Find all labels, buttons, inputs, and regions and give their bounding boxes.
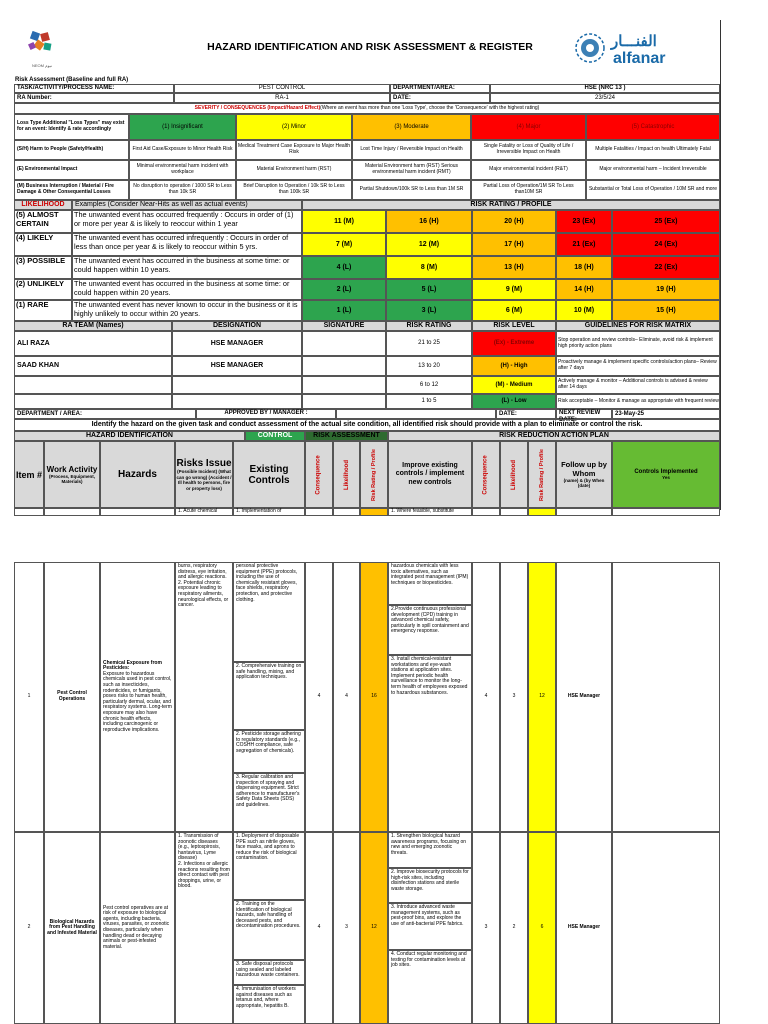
consequence2-label: Consequence [483,454,489,495]
risk-rating-cell: 12 (M) [386,233,472,256]
team-header: RA TEAM (Names) [14,321,172,331]
register-consequence: 4 [305,832,333,1024]
risks-issue-label: Risks Issue [176,458,232,469]
implemented-col [612,441,720,508]
risk-rating-cell: 19 (H) [612,279,720,300]
register-activity: Pest Control Operations [44,562,100,832]
likelihood-row-desc: The unwanted event has occurred in the business at some time: or could happen within 10 years. [72,256,302,279]
page-title: HAZARD IDENTIFICATION AND RISK ASSESSMENT & REGISTER [207,41,533,53]
stub-rr2 [528,508,556,516]
risk-guideline: Proactively manage & implement specific controls/action plans– Review after 7 days [556,356,720,376]
likelihood-row-label: (2) UNLIKELY [14,279,72,300]
implemented-sub: Yes [662,475,670,480]
risk-rating-cell: 22 (Ex) [612,256,720,279]
likelihood-examples: Examples (Consider Near-Hits as well as actual events) [72,200,302,210]
severity-note: (Where an event has more than one 'Loss Type', choose the 'Consequence' with the highest rating) [320,104,540,111]
likelihood-col [333,441,360,508]
register-hazard-text: Exposure to hazardous chemicals used in pest control, such as insecticides, rodenticides, or fumigants, poses risks to human health, particularly dermal, ocular, and respiratory systems. Long-term exposure may also have chronic health effects, including carcinogenic or reproductive implications. [103,670,172,733]
severity-row-label: (S/H) Harm to People (Safety/Health) [14,140,129,160]
register-improve: 1. Strengthen biological hazard awareness programs, focusing on new and emerging zoonotic threats. [388,832,472,868]
risk-rating-cell: 9 (M) [472,279,556,300]
risk-rating-cell: 13 (H) [472,256,556,279]
alfanar-latin: alfanar [613,50,666,67]
stub-lk [333,508,360,516]
risk-guideline: Risk acceptable – Monitor & manage as appropriate with frequent review [556,394,720,409]
likelihood-row-desc: The unwanted event has occurred in the business at some time: or could happen within 20 years. [72,279,302,300]
risk-rating-cell: 8 (M) [386,256,472,279]
register-likelihood: 3 [333,832,360,1024]
team-header: DESIGNATION [172,321,302,331]
risk-rating-cell: 3 (L) [386,300,472,321]
register-implemented [612,562,720,832]
likelihood2-col [500,441,528,508]
register-likelihood: 4 [333,562,360,832]
consequence-col [305,441,333,508]
stub-risk: 1. Acute chemical [175,508,233,516]
register-hazard-title: Chemical Exposure from Pesticides: [103,659,162,672]
likelihood-row-label: (5) ALMOST CERTAIN [14,210,72,233]
likelihood-row-label: (1) RARE [14,300,72,321]
severity-cell: Single Fatality or Loss of Quality of Life / Irreversible Impact on Health [471,140,586,160]
stub-item [14,508,44,516]
risk-level-label: (H) - High [472,356,556,376]
register-improve: 3. Install chemical-resistant workstations and eye-wash stations at application sites. Implement periodic health surveillance to monitor the long-term health of employees exposed to hazardous substances. [388,655,472,832]
register-likelihood2: 3 [500,562,528,832]
existing-controls-col: Existing Controls [233,441,305,508]
register-activity: Biological Hazards from Pest Handling and Infested Material [44,832,100,1024]
register-risk: 1. Transmission of zoonotic diseases (e.g., leptospirosis, hantavirus, Lyme disease) 2. Infections or allergic reactions resulting from direct contact with pest droppings, urine, or blood. [175,832,233,1024]
register-control: personal protective equipment (PPE) protocols, including the use of chemically resistant gloves, face shields, respiratory protection, and protective clothing. [233,562,305,662]
severity-cell: Brief Disruption to Operation / 10k SR to Less than 100k SR [236,180,352,200]
ra-number-label: RA Number: [14,93,174,103]
date-value: 23/5/24 [490,93,720,103]
risk-rating2-col [528,441,556,508]
severity-level-1: (1) Insignificant [129,114,236,140]
register-risk-rating2: 12 [528,562,556,832]
stub-c [305,508,333,516]
alfanar-logo [575,30,685,70]
register-item: 1 [14,562,44,832]
severity-cell: Partial Loss of Operation/1M SR To Less than10M SR [471,180,586,200]
register-consequence: 4 [305,562,333,832]
team-header: GUIDELINES FOR RISK MATRIX [556,321,720,331]
risk-level-label: (Ex) - Extreme [472,331,556,356]
register-control: 4. Immunisation of workers against diseases such as tetanus and, where appropriate, hepatitis B. [233,985,305,1024]
team-member-signature [302,376,386,394]
next-review-label: NEXT REVIEW DATE: [556,409,612,419]
register-implemented [612,832,720,1024]
neom-logo-text: NEOM نيوم [32,63,52,68]
team-member-designation [172,394,302,409]
severity-bar [14,103,720,114]
severity-cell: No disruption to operation / 1000 SR to Less than 10k SR [129,180,236,200]
severity-cell: Multiple Fatalities / Impact on health Ultimately Fatal [586,140,720,160]
loss-type-label: Loss Type Additional "Loss Types" may exist for an event: Identify & rate accordingly [14,114,129,140]
consequence-label: Consequence [316,454,322,495]
register-improve: 3. Introduce advanced waste management systems, such as pest-proof bins, and explore the use of anti-bacterial PPE fabrics. [388,903,472,950]
register-control: 3. Regular calibration and inspection of spraying and dispensing equipment. Strict adherence to manufacturer's Safety Data Sheets (SDS) and guidelines. [233,773,305,832]
risk-rating-cell: 15 (H) [612,300,720,321]
severity-cell: Major environmental harm – Incident Irreversible [586,160,720,180]
register-hazard [100,562,175,832]
risk-guideline: Actively manage & monitor – Additional controls is advised & review after 14 days [556,376,720,394]
next-review-value: 23-May-25 [612,409,720,419]
implemented-label: Controls Implemented [634,469,698,475]
severity-cell: Minimal environmental harm incident with workplace [129,160,236,180]
approval-blank [336,409,496,419]
register-improve: 2. Improve biosecurity protocols for high-risk sites, including disinfection stations and sterile waste storage. [388,868,472,903]
register-control: 1. Deployment of disposable PPE such as nitrile gloves, face masks, and aprons to reduce the risk of biological contamination. [233,832,305,900]
stub-follow [556,508,612,516]
risk-level-rating: 1 to 5 [386,394,472,409]
likelihood-row-label: (3) POSSIBLE [14,256,72,279]
severity-level-4: (4) Major [471,114,586,140]
risk-rating2-label: Risk Rating / Profile [539,448,545,501]
register-consequence2: 4 [472,562,500,832]
risk-rating-cell: 17 (H) [472,233,556,256]
severity-label: SEVERITY / CONSEQUENCES (Impact/Hazard Effect) [194,104,321,111]
stub-improve: 1. Where feasible, substitute [388,508,472,516]
severity-cell: Material Environment harm (RST) Serious environmental harm incident (RMT) [352,160,471,180]
risk-level-label: (L) - Low [472,394,556,409]
approved-by-label: APPROVED BY / MANAGER : [196,409,336,419]
risks-issue-sub: (Possible Incident) (What can go wrong) (Accident / Ill health to persons, fire or property loss) [176,469,232,491]
risk-rating-cell: 10 (M) [556,300,612,321]
team-member-signature [302,356,386,376]
team-member-name [14,394,172,409]
severity-row-label: (M) Business Interruption / Material / Fire Damage & Other Consequential Losses [14,180,129,200]
risk-rating-cell: 24 (Ex) [612,233,720,256]
risk-rating-col-label: Risk Rating / Profile [371,448,377,501]
severity-cell: Major environmental incident (R&T) [471,160,586,180]
risk-assessment-head: RISK ASSESSMENT [305,431,388,441]
item-col: Item # [14,441,44,508]
follow-up-col [556,441,612,508]
stub-c2 [472,508,500,516]
register-risk-rating: 16 [360,562,388,832]
approval-date-label: DATE: [496,409,556,419]
team-member-name: ALI RAZA [14,331,172,356]
team-member-designation [172,376,302,394]
likelihood2-label: Likelihood [511,459,517,490]
task-value: PEST CONTROL [174,84,390,93]
risk-rating-cell: 4 (L) [302,256,386,279]
register-consequence2: 3 [472,832,500,1024]
stub-rr [360,508,388,516]
risk-level-rating: 13 to 20 [386,356,472,376]
ra-number-value: RA-1 [174,93,390,103]
register-control: 3. Safe disposal protocols using sealed and labeled hazardous waste containers. [233,960,305,985]
risk-rating-cell: 14 (H) [556,279,612,300]
ra-label: Risk Assessment (Baseline and full RA) [15,77,129,83]
register-risk-rating2: 6 [528,832,556,1024]
dept-value: HSE (NRC 13 ) [490,84,720,93]
severity-cell: Medical Treatment Case Exposure to Major Health Risk [236,140,352,160]
instruction: Identify the hazard on the given task and conduct assessment of the actual site condition, all identified risk should provide with a plan to eliminate or control the risk. [14,419,720,431]
stub-lk2 [500,508,528,516]
risk-rating-col [360,441,388,508]
register-control: 2. Comprehensive training on safe handling, mixing, and application techniques. [233,662,305,730]
risk-rating-cell: 20 (H) [472,210,556,233]
risk-guideline: Stop operation and review controls– Eliminate, avoid risk & implement high priority action plans [556,331,720,356]
work-activity-label: Work Activity [46,465,98,474]
team-member-name: SAAD KHAN [14,356,172,376]
register-improve: 4. Conduct regular monitoring and testing for contamination levels at job sites. [388,950,472,1024]
risk-rating-cell: 7 (M) [302,233,386,256]
follow-up-sub: (name) & (by When (date) [563,478,605,488]
severity-cell: Material Environment harm (RST) [236,160,352,180]
team-member-signature [302,331,386,356]
risk-rating-cell: 16 (H) [386,210,472,233]
register-improve: hazardous chemicals with less toxic alternatives, such as integrated pest management (IPM) techniques or biopesticides. [388,562,472,605]
register-follow-up: HSE Manager [556,562,612,832]
team-header: RISK RATING [386,321,472,331]
register-hazard [100,832,175,1024]
register-follow-up: HSE Manager [556,832,612,1024]
reduction-head: RISK REDUCTION ACTION PLAN [388,431,720,441]
team-member-designation: HSE MANAGER [172,331,302,356]
team-header: RISK LEVEL [472,321,556,331]
alfanar-arabic: الفنـــار [611,33,657,50]
risk-rating-cell: 5 (L) [386,279,472,300]
risk-rating-profile-label: RISK RATING / PROFILE [302,200,720,210]
likelihood-col-label: Likelihood [343,459,350,490]
right-border-line [720,20,721,510]
work-activity-sub: (Process, Equipment, Materials) [48,474,95,484]
severity-row-label: (E) Environmental Impact [14,160,129,180]
work-activity-col [44,441,100,508]
risk-rating-cell: 25 (Ex) [612,210,720,233]
risk-rating-cell: 18 (H) [556,256,612,279]
risks-issue-col [175,441,233,508]
follow-up-label: Follow up by Whom [561,460,607,478]
severity-level-5: (5) Catastrophic [586,114,720,140]
consequence2-col [472,441,500,508]
approval-dept-label: DEPARTMENT / AREA: [14,409,196,419]
risk-level-rating: 21 to 25 [386,331,472,356]
stub-control: 1. Implementation of [233,508,305,516]
severity-level-3: (3) Moderate [352,114,471,140]
risk-rating-cell: 2 (L) [302,279,386,300]
likelihood-row-desc: The unwanted event has occurred infrequently : Occurs in order of less than once per year & is likely to reoccur within 5 yrs. [72,233,302,256]
hazard-identification-head: HAZARD IDENTIFICATION [14,431,245,441]
neom-logo [25,30,59,68]
likelihood-label: LIKELIHOOD [14,200,72,210]
risk-rating-cell: 6 (M) [472,300,556,321]
stub-hazard [100,508,175,516]
likelihood-row-label: (4) LIKELY [14,233,72,256]
likelihood-row-desc: The unwanted event has never known to occur in the business or it is highly unlikely to occur within 20 years. [72,300,302,321]
stub-implemented [612,508,720,516]
severity-cell: Partial Shutdown/100k SR to Less than 1M SR [352,180,471,200]
improve-col: Improve existing controls / implement new controls [388,441,472,508]
severity-cell: Substantial or Total Loss of Operation / 10M SR and more [586,180,720,200]
register-item: 2 [14,832,44,1024]
register-hazard-text: Pest control operatives are at risk of exposure to biological agents, including bacteria, viruses, parasites, or zoonotic diseases, particularly when handling dead or decaying animals or pest-infested material. [103,904,170,950]
register-risk: burns, respiratory distress, eye irritation, and allergic reactions. 2. Potential chronic exposure leading to respiratory ailments, neurological effects, or cancer. [175,562,233,832]
register-control: 2. Training on the identification of biological hazards, safe handling of deceased pests, and decontamination procedures. [233,900,305,960]
severity-cell: Lost Time Injury / Reversible Impact on Health [352,140,471,160]
severity-level-2: (2) Minor [236,114,352,140]
risk-rating-cell: 11 (M) [302,210,386,233]
register-improve: 2.Provide continuous professional development (CPD) training in advanced chemical safety, particularly in spill containment and emergency response. [388,605,472,655]
register-control: 2. Pesticide storage adhering to regulatory standards (e.g., COSHH compliance, safe segregation of chemicals). [233,730,305,773]
register-risk-rating: 12 [360,832,388,1024]
risk-level-rating: 6 to 12 [386,376,472,394]
severity-cell: First Aid Case/Exposure to Minor Health Risk [129,140,236,160]
team-member-name [14,376,172,394]
team-member-designation: HSE MANAGER [172,356,302,376]
dept-label: DEPARTMENT/AREA: [390,84,490,93]
task-label: TASK/ACTIVITY/PROCESS NAME: [14,84,174,93]
risk-rating-cell: 21 (Ex) [556,233,612,256]
register-likelihood2: 2 [500,832,528,1024]
risk-rating-cell: 1 (L) [302,300,386,321]
risk-level-label: (M) - Medium [472,376,556,394]
team-member-signature [302,394,386,409]
team-header: SIGNATURE [302,321,386,331]
hazards-col: Hazards [100,441,175,508]
stub-activity [44,508,100,516]
date-label: DATE: [390,93,490,103]
control-head: CONTROL [245,431,305,441]
likelihood-row-desc: The unwanted event has occurred frequently : Occurs in order of (1) or more per year & is likely to reoccur within 1 year [72,210,302,233]
risk-rating-cell: 23 (Ex) [556,210,612,233]
